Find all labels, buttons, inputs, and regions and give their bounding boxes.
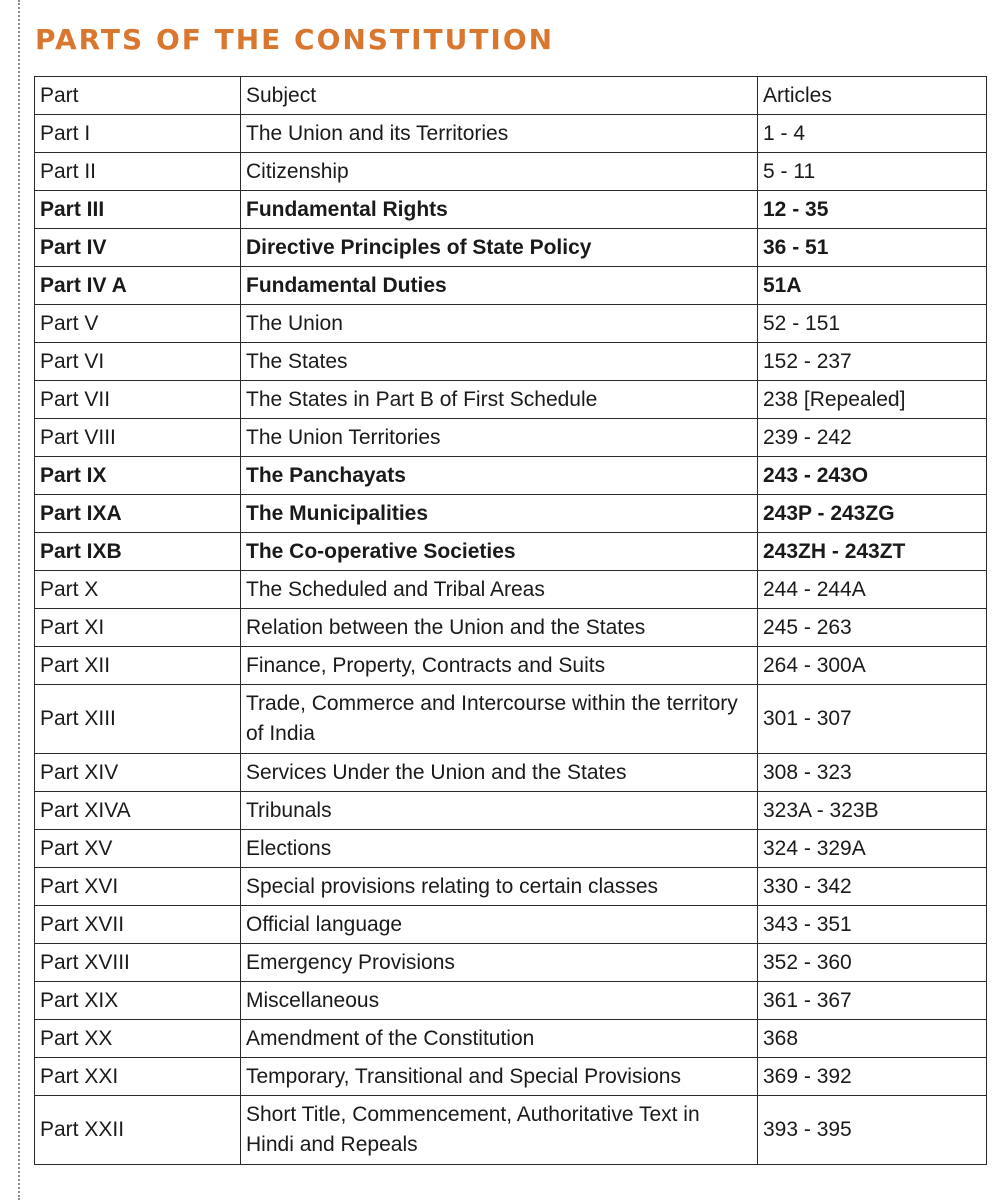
- cell-part: Part IX: [35, 457, 241, 495]
- parts-table: [34, 76, 987, 1165]
- cell-subject: The Scheduled and Tribal Areas: [241, 571, 758, 609]
- table-row: [35, 343, 987, 381]
- cell-subject: The Panchayats: [241, 457, 758, 495]
- cell-part: Part IXA: [35, 495, 241, 533]
- cell-part: Part V: [35, 305, 241, 343]
- cell-subject: The Municipalities: [241, 495, 758, 533]
- cell-articles: 308 - 323: [758, 754, 987, 792]
- table-row: [35, 1058, 987, 1096]
- cell-articles: 243 - 243O: [758, 457, 987, 495]
- table-row: [35, 229, 987, 267]
- cell-part: Part XV: [35, 830, 241, 868]
- cell-part: Part III: [35, 191, 241, 229]
- page-title: PARTS OF THE CONSTITUTION: [35, 23, 555, 56]
- table-row: [35, 754, 987, 792]
- cell-subject: The Union: [241, 305, 758, 343]
- table-row: [35, 792, 987, 830]
- cell-part: Part VIII: [35, 419, 241, 457]
- cell-subject: Emergency Provisions: [241, 944, 758, 982]
- cell-articles: 352 - 360: [758, 944, 987, 982]
- cell-articles: 343 - 351: [758, 906, 987, 944]
- cell-articles: 324 - 329A: [758, 830, 987, 868]
- cell-articles: 245 - 263: [758, 609, 987, 647]
- cell-part: Part IXB: [35, 533, 241, 571]
- table-row: [35, 830, 987, 868]
- cell-articles: 239 - 242: [758, 419, 987, 457]
- cell-subject: Fundamental Duties: [241, 267, 758, 305]
- cell-subject: The Co-operative Societies: [241, 533, 758, 571]
- cell-part: Part XXI: [35, 1058, 241, 1096]
- table-row: [35, 495, 987, 533]
- cell-part: Part XXII: [35, 1096, 241, 1165]
- table-row: [35, 191, 987, 229]
- left-dotted-rule: [18, 0, 20, 1200]
- table-row: [35, 1096, 987, 1165]
- table-row: [35, 571, 987, 609]
- cell-subject: Elections: [241, 830, 758, 868]
- cell-part: Part XI: [35, 609, 241, 647]
- cell-articles: 36 - 51: [758, 229, 987, 267]
- table-row: [35, 944, 987, 982]
- cell-part: Part X: [35, 571, 241, 609]
- table-header-row: [35, 77, 987, 115]
- cell-articles: 301 - 307: [758, 685, 987, 754]
- cell-subject: Finance, Property, Contracts and Suits: [241, 647, 758, 685]
- cell-part: Part IV A: [35, 267, 241, 305]
- cell-subject: The States: [241, 343, 758, 381]
- cell-subject: The Union Territories: [241, 419, 758, 457]
- cell-part: Part XIX: [35, 982, 241, 1020]
- cell-part: Part XX: [35, 1020, 241, 1058]
- cell-part: Part XVI: [35, 868, 241, 906]
- cell-part: Part I: [35, 115, 241, 153]
- cell-part: Part XIV: [35, 754, 241, 792]
- cell-subject: Services Under the Union and the States: [241, 754, 758, 792]
- cell-articles: 243ZH - 243ZT: [758, 533, 987, 571]
- table-row: [35, 685, 987, 754]
- header-subject: Subject: [241, 77, 758, 115]
- table-row: [35, 305, 987, 343]
- table-row: [35, 647, 987, 685]
- cell-part: Part XII: [35, 647, 241, 685]
- cell-subject: Amendment of the Constitution: [241, 1020, 758, 1058]
- cell-articles: 51A: [758, 267, 987, 305]
- cell-subject: Special provisions relating to certain classes: [241, 868, 758, 906]
- table-row: [35, 533, 987, 571]
- cell-part: Part II: [35, 153, 241, 191]
- table-row: [35, 609, 987, 647]
- cell-part: Part XIII: [35, 685, 241, 754]
- cell-articles: 243P - 243ZG: [758, 495, 987, 533]
- cell-articles: 152 - 237: [758, 343, 987, 381]
- cell-articles: 393 - 395: [758, 1096, 987, 1165]
- cell-subject: Citizenship: [241, 153, 758, 191]
- cell-subject: The Union and its Territories: [241, 115, 758, 153]
- cell-subject: Official language: [241, 906, 758, 944]
- cell-articles: 52 - 151: [758, 305, 987, 343]
- cell-subject: Directive Principles of State Policy: [241, 229, 758, 267]
- table-row: [35, 868, 987, 906]
- header-articles: Articles: [758, 77, 987, 115]
- cell-articles: 330 - 342: [758, 868, 987, 906]
- cell-part: Part VII: [35, 381, 241, 419]
- cell-subject: The States in Part B of First Schedule: [241, 381, 758, 419]
- table-row: [35, 153, 987, 191]
- cell-part: Part XIVA: [35, 792, 241, 830]
- cell-subject: Tribunals: [241, 792, 758, 830]
- cell-part: Part IV: [35, 229, 241, 267]
- cell-subject: Short Title, Commencement, Authoritative Text in Hindi and Repeals: [241, 1096, 758, 1165]
- table-row: [35, 115, 987, 153]
- cell-articles: 361 - 367: [758, 982, 987, 1020]
- header-part: Part: [35, 77, 241, 115]
- cell-subject: Fundamental Rights: [241, 191, 758, 229]
- table-row: [35, 381, 987, 419]
- cell-articles: 323A - 323B: [758, 792, 987, 830]
- cell-articles: 264 - 300A: [758, 647, 987, 685]
- table-row: [35, 419, 987, 457]
- cell-articles: 238 [Repealed]: [758, 381, 987, 419]
- cell-articles: 244 - 244A: [758, 571, 987, 609]
- cell-subject: Relation between the Union and the States: [241, 609, 758, 647]
- cell-subject: Miscellaneous: [241, 982, 758, 1020]
- table-row: [35, 982, 987, 1020]
- parts-table-body: [35, 77, 987, 1165]
- cell-articles: 5 - 11: [758, 153, 987, 191]
- table-row: [35, 1020, 987, 1058]
- cell-subject: Trade, Commerce and Intercourse within the territory of India: [241, 685, 758, 754]
- table-row: [35, 457, 987, 495]
- cell-articles: 12 - 35: [758, 191, 987, 229]
- cell-articles: 1 - 4: [758, 115, 987, 153]
- table-row: [35, 906, 987, 944]
- cell-part: Part VI: [35, 343, 241, 381]
- cell-subject: Temporary, Transitional and Special Provisions: [241, 1058, 758, 1096]
- cell-articles: 368: [758, 1020, 987, 1058]
- cell-part: Part XVIII: [35, 944, 241, 982]
- cell-articles: 369 - 392: [758, 1058, 987, 1096]
- cell-part: Part XVII: [35, 906, 241, 944]
- table-row: [35, 267, 987, 305]
